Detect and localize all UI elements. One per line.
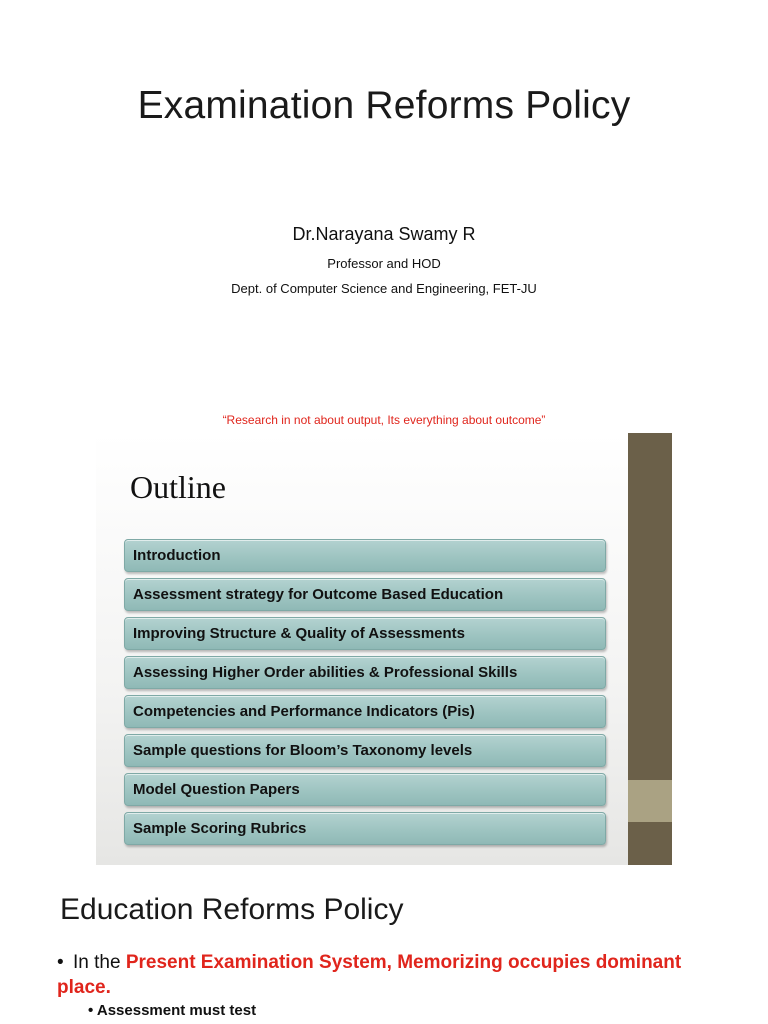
slide-title: Outline [130,469,226,505]
bullet-icon: • [57,952,64,973]
bullet-text-highlight: Present Examination System, Memorizing occupies dominant place. [57,952,682,998]
outline-item: Assessing Higher Order abilities & Professional Skills [124,656,606,689]
author-role: Professor and HOD [327,256,441,271]
outline-item: Competencies and Performance Indicators (Pis) [124,695,606,728]
quote-text: “Research in not about output, Its everything about outcome” [222,413,546,427]
slide-side-accent [628,780,672,822]
outline-item: Assessment strategy for Outcome Based Education [124,578,606,611]
document-title: Examination Reforms Policy [137,84,631,127]
bullet-item [57,950,737,1000]
outline-item: Improving Structure & Quality of Assessments [124,617,606,650]
sub-bullet-item [88,1002,256,1019]
section-title: Education Reforms Policy [60,893,404,926]
outline-item: Sample Scoring Rubrics [124,812,606,845]
bullet-text-prefix: In the [73,952,126,973]
outline-item: Introduction [124,539,606,572]
author-name: Dr.Narayana Swamy R [292,224,476,244]
outline-list [124,539,606,851]
sub-bullet-text: Assessment must test [96,1002,257,1019]
outline-item: Model Question Papers [124,773,606,806]
author-department: Dept. of Computer Science and Engineering, FET-JU [231,281,537,296]
outline-item: Sample questions for Bloom’s Taxonomy levels [124,734,606,767]
bullet-icon: • [88,1002,97,1019]
outline-slide-image [96,433,672,865]
